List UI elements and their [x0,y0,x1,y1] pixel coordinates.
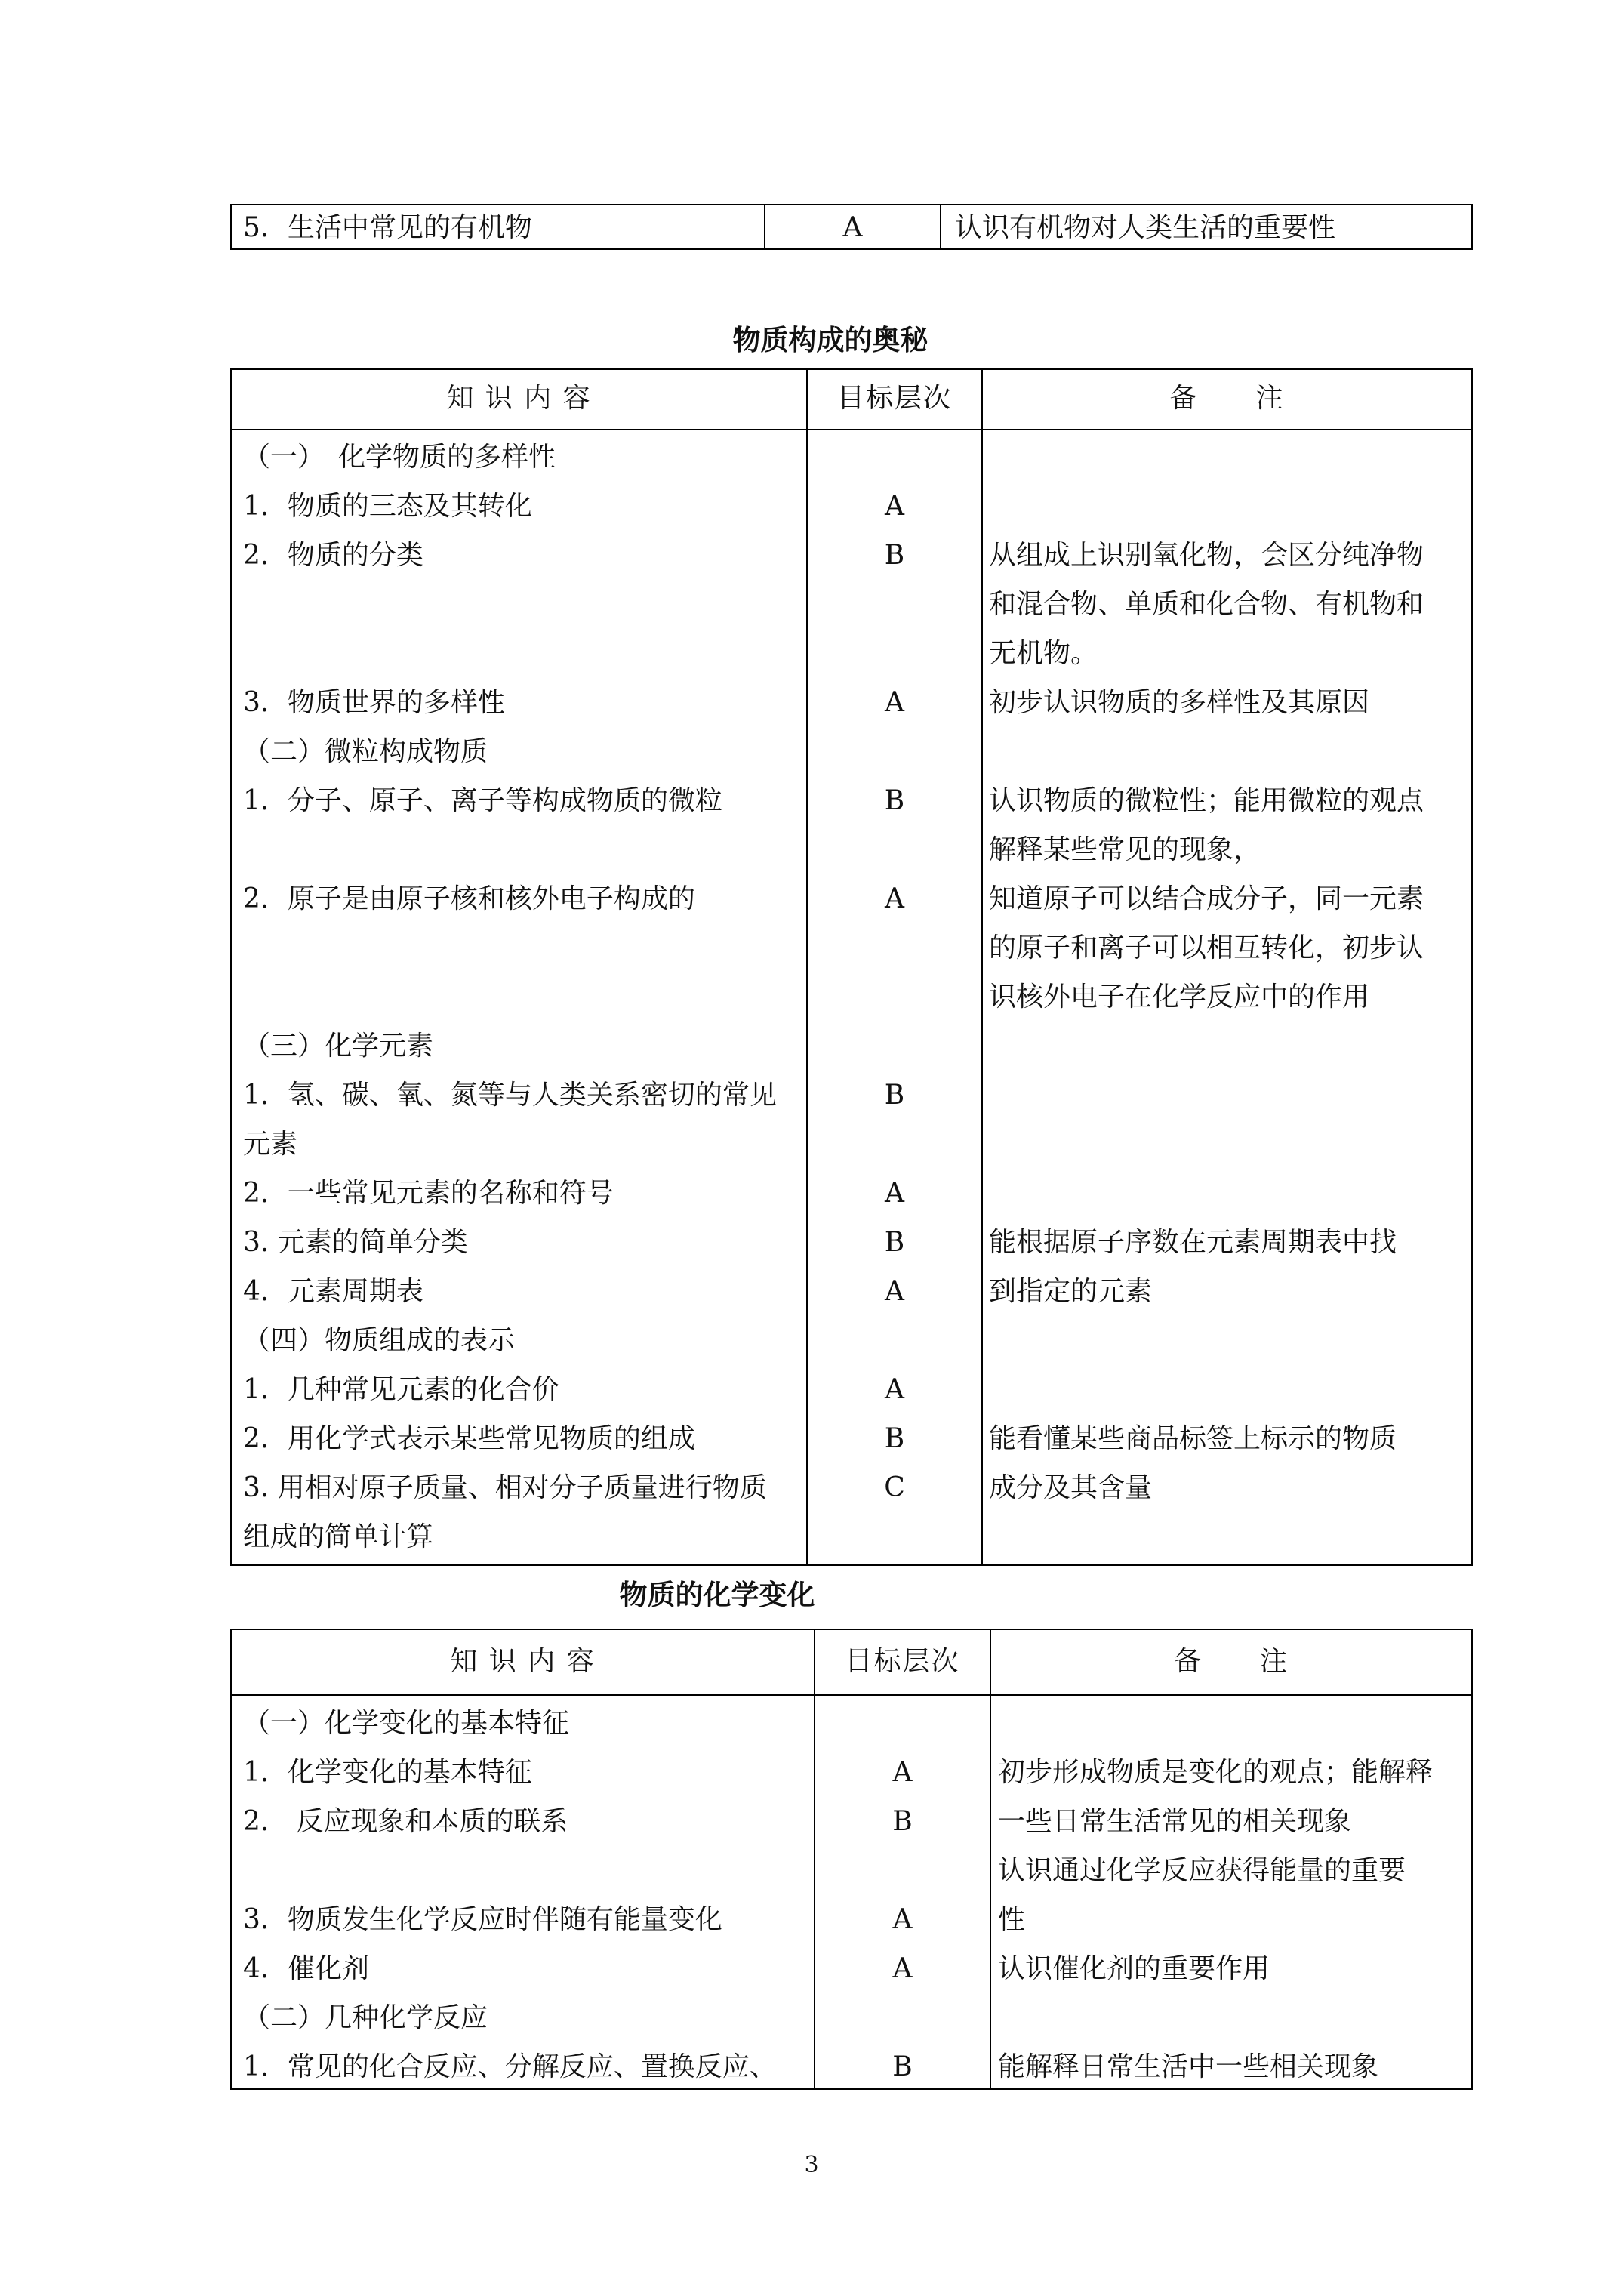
section1-row-note: 能根据原子序数在元素周期表中找 [989,1227,1397,1258]
top-row-note: 认识有机物对人类生活的重要性 [955,212,1336,243]
section2-row-note: 认识催化剂的重要作用 [998,1953,1270,1984]
section1-row-level: A [885,1276,904,1307]
section1-row-note: 初步认识物质的多样性及其原因 [989,687,1370,718]
section2-header-content: 知 识 内 容 [450,1646,596,1677]
section2-row-level: A [892,1953,913,1984]
section1-row-content: 2．一些常见元素的名称和符号 [243,1178,614,1209]
section1-header-content: 知 识 内 容 [446,383,592,414]
section1-row-content: 3. 元素的简单分类 [243,1227,468,1258]
section1-row-content: 3．物质世界的多样性 [243,687,505,718]
section1-row-note: 认识物质的微粒性；能用微粒的观点 [989,785,1424,816]
section1-row-note: 的原子和离子可以相互转化，初步认 [989,932,1424,963]
section1-row-note: 知道原子可以结合成分子，同一元素 [989,883,1424,914]
section2-row-note: 性 [998,1904,1026,1935]
section1-row-level: B [884,1423,905,1454]
section2-row-level: A [892,1757,913,1788]
section2-row-content: 4．催化剂 [243,1953,369,1984]
section2-row-level: B [892,1806,913,1837]
section2-row-content: （一）化学变化的基本特征 [243,1708,570,1739]
section1-row-content: 2．用化学式表示某些常见物质的组成 [243,1423,695,1454]
section2-row-note: 初步形成物质是变化的观点；能解释 [998,1757,1434,1788]
section1-row-level: A [885,883,904,914]
section2-row-note: 一些日常生活常见的相关现象 [998,1806,1352,1837]
section2-row-level: A [892,1904,913,1935]
section1-row-level: A [885,491,904,522]
page-number: 3 [804,2152,819,2178]
section1-row-content: 组成的简单计算 [243,1521,434,1552]
section1-row-note: 能看懂某些商品标签上标示的物质 [989,1423,1397,1454]
section1-row-level: B [884,1227,905,1258]
section1-row-note: 解释某些常见的现象， [989,834,1261,865]
section1-row-content: 2．物质的分类 [243,540,423,571]
section1-row-level: B [884,1080,905,1111]
section1-row-note: 到指定的元素 [989,1276,1153,1307]
section1-row-level: A [885,1374,904,1405]
section1-row-content: 元素 [243,1129,298,1160]
section1-row-note: 从组成上识别氧化物，会区分纯净物 [989,540,1424,571]
section1-row-level: B [884,540,905,571]
section2-row-content: 1．化学变化的基本特征 [243,1757,532,1788]
section1-row-content: （四）物质组成的表示 [243,1325,516,1356]
section2-header-note: 备 注 [1173,1646,1289,1677]
section2-row-note: 能解释日常生活中一些相关现象 [998,2051,1379,2082]
section2-row-content: 3．物质发生化学反应时伴随有能量变化 [243,1904,722,1935]
section2-row-content: 1．常见的化合反应、分解反应、置换反应、 [243,2051,777,2082]
section1-row-content: （二）微粒构成物质 [243,736,488,767]
section1-row-content: 2．原子是由原子核和核外电子构成的 [243,883,695,914]
section1-row-content: （一） 化学物质的多样性 [243,442,556,473]
section1-row-content: 4．元素周期表 [243,1276,423,1307]
section2-row-note: 认识通过化学反应获得能量的重要 [998,1855,1406,1886]
section2-title: 物质的化学变化 [619,1578,815,1611]
section1-header-note: 备 注 [1169,383,1285,414]
section1-row-level: B [884,785,905,816]
section2-header-level: 目标层次 [845,1646,960,1677]
section1-row-note: 无机物。 [989,638,1098,669]
section1-row-content: （三）化学元素 [243,1031,434,1062]
section1-header-level: 目标层次 [836,383,952,414]
section2-row-content: （二）几种化学反应 [243,2002,488,2033]
section1-row-content: 1．氢、碳、氧、氮等与人类关系密切的常见 [243,1080,777,1111]
section1-row-content: 1．几种常见元素的化合价 [243,1374,559,1405]
section2-row-level: B [892,2051,913,2082]
section1-row-content: 3. 用相对原子质量、相对分子质量进行物质 [243,1472,767,1503]
section2-row-content: 2. 反应现象和本质的联系 [243,1806,568,1837]
section1-row-content: 1．分子、原子、离子等构成物质的微粒 [243,785,722,816]
section1-row-level: A [885,1178,904,1209]
section1-row-level: A [885,687,904,718]
section1-row-note: 成分及其含量 [989,1472,1153,1503]
section1-title: 物质构成的奥秘 [732,323,929,356]
section1-row-note: 识核外电子在化学反应中的作用 [989,982,1370,1012]
section1-row-level: C [884,1472,905,1503]
section1-row-content: 1．物质的三态及其转化 [243,491,532,522]
top-row-level: A [842,212,863,243]
section1-row-note: 和混合物、单质和化合物、有机物和 [989,589,1424,620]
top-row-content: 5．生活中常见的有机物 [243,212,532,243]
